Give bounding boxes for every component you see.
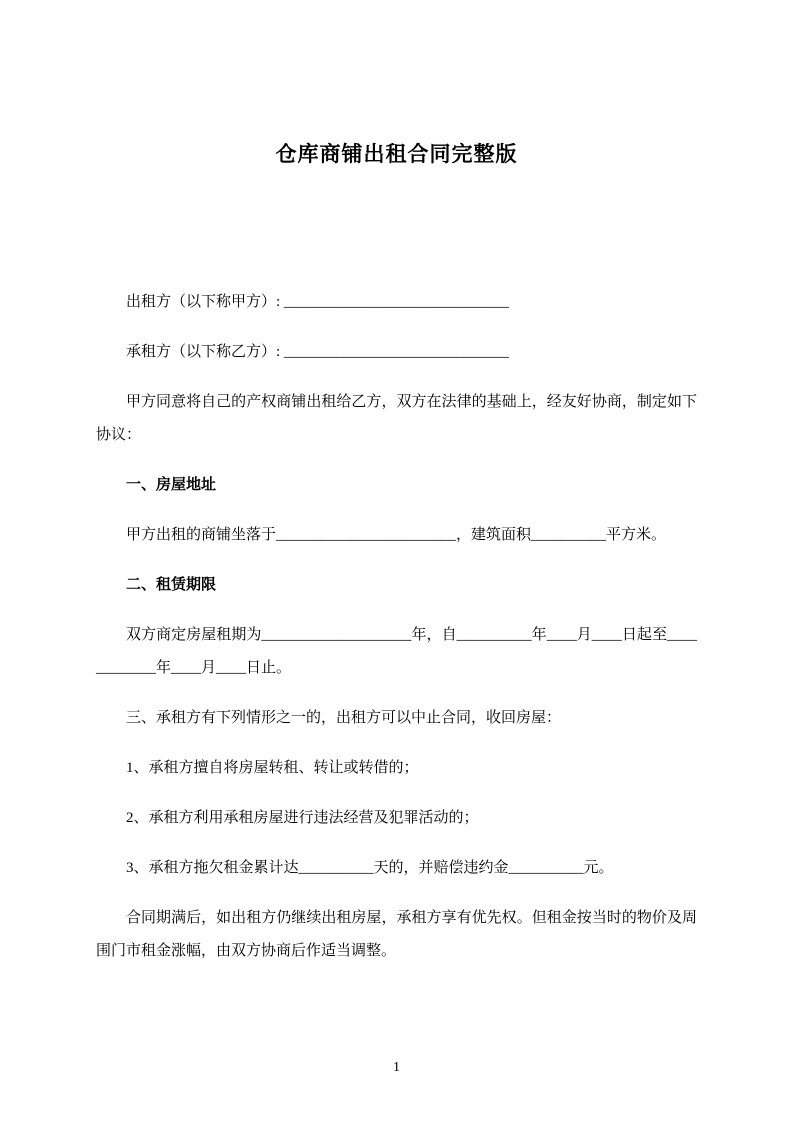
paragraph-party-b: 承租方（以下称乙方）: ______________________________ bbox=[126, 344, 509, 360]
section-2-heading: 二、租赁期限 bbox=[126, 577, 217, 593]
paragraph-party-a: 出租方（以下称甲方）: ______________________________ bbox=[126, 294, 509, 310]
section-1-heading: 一、房屋地址 bbox=[126, 477, 217, 493]
paragraph-renewal-clause: 合同期满后，如出租方仍继续出租房屋，承租方享有优先权。但租金按当时的物价及周围门市租金涨幅，由双方协商后作适当调整。 bbox=[96, 910, 697, 959]
section-3-item-1: 1、承租方擅自将房屋转租、转让或转借的； bbox=[126, 760, 419, 776]
section-2-body: 双方商定房屋租期为____________________年，自__________年____月____日起至____________年____月____日止。 bbox=[96, 627, 697, 676]
section-3-item-3: 3、承租方拖欠租金累计达__________天的，并赔偿违约金__________元。 bbox=[126, 860, 614, 876]
paragraph-intro: 甲方同意将自己的产权商铺出租给乙方，双方在法律的基础上，经友好协商，制定如下协议： bbox=[96, 394, 697, 443]
section-1-body: 甲方出租的商铺坐落于________________________，建筑面积__________平方米。 bbox=[126, 527, 667, 543]
document-title: 仓库商铺出租合同完整版 bbox=[275, 142, 518, 166]
section-3-heading: 三、承租方有下列情形之一的，出租方可以中止合同，收回房屋： bbox=[126, 710, 562, 726]
page-number: 1 bbox=[393, 1060, 400, 1075]
section-3-item-2: 2、承租方利用承租房屋进行违法经营及犯罪活动的； bbox=[126, 810, 479, 826]
